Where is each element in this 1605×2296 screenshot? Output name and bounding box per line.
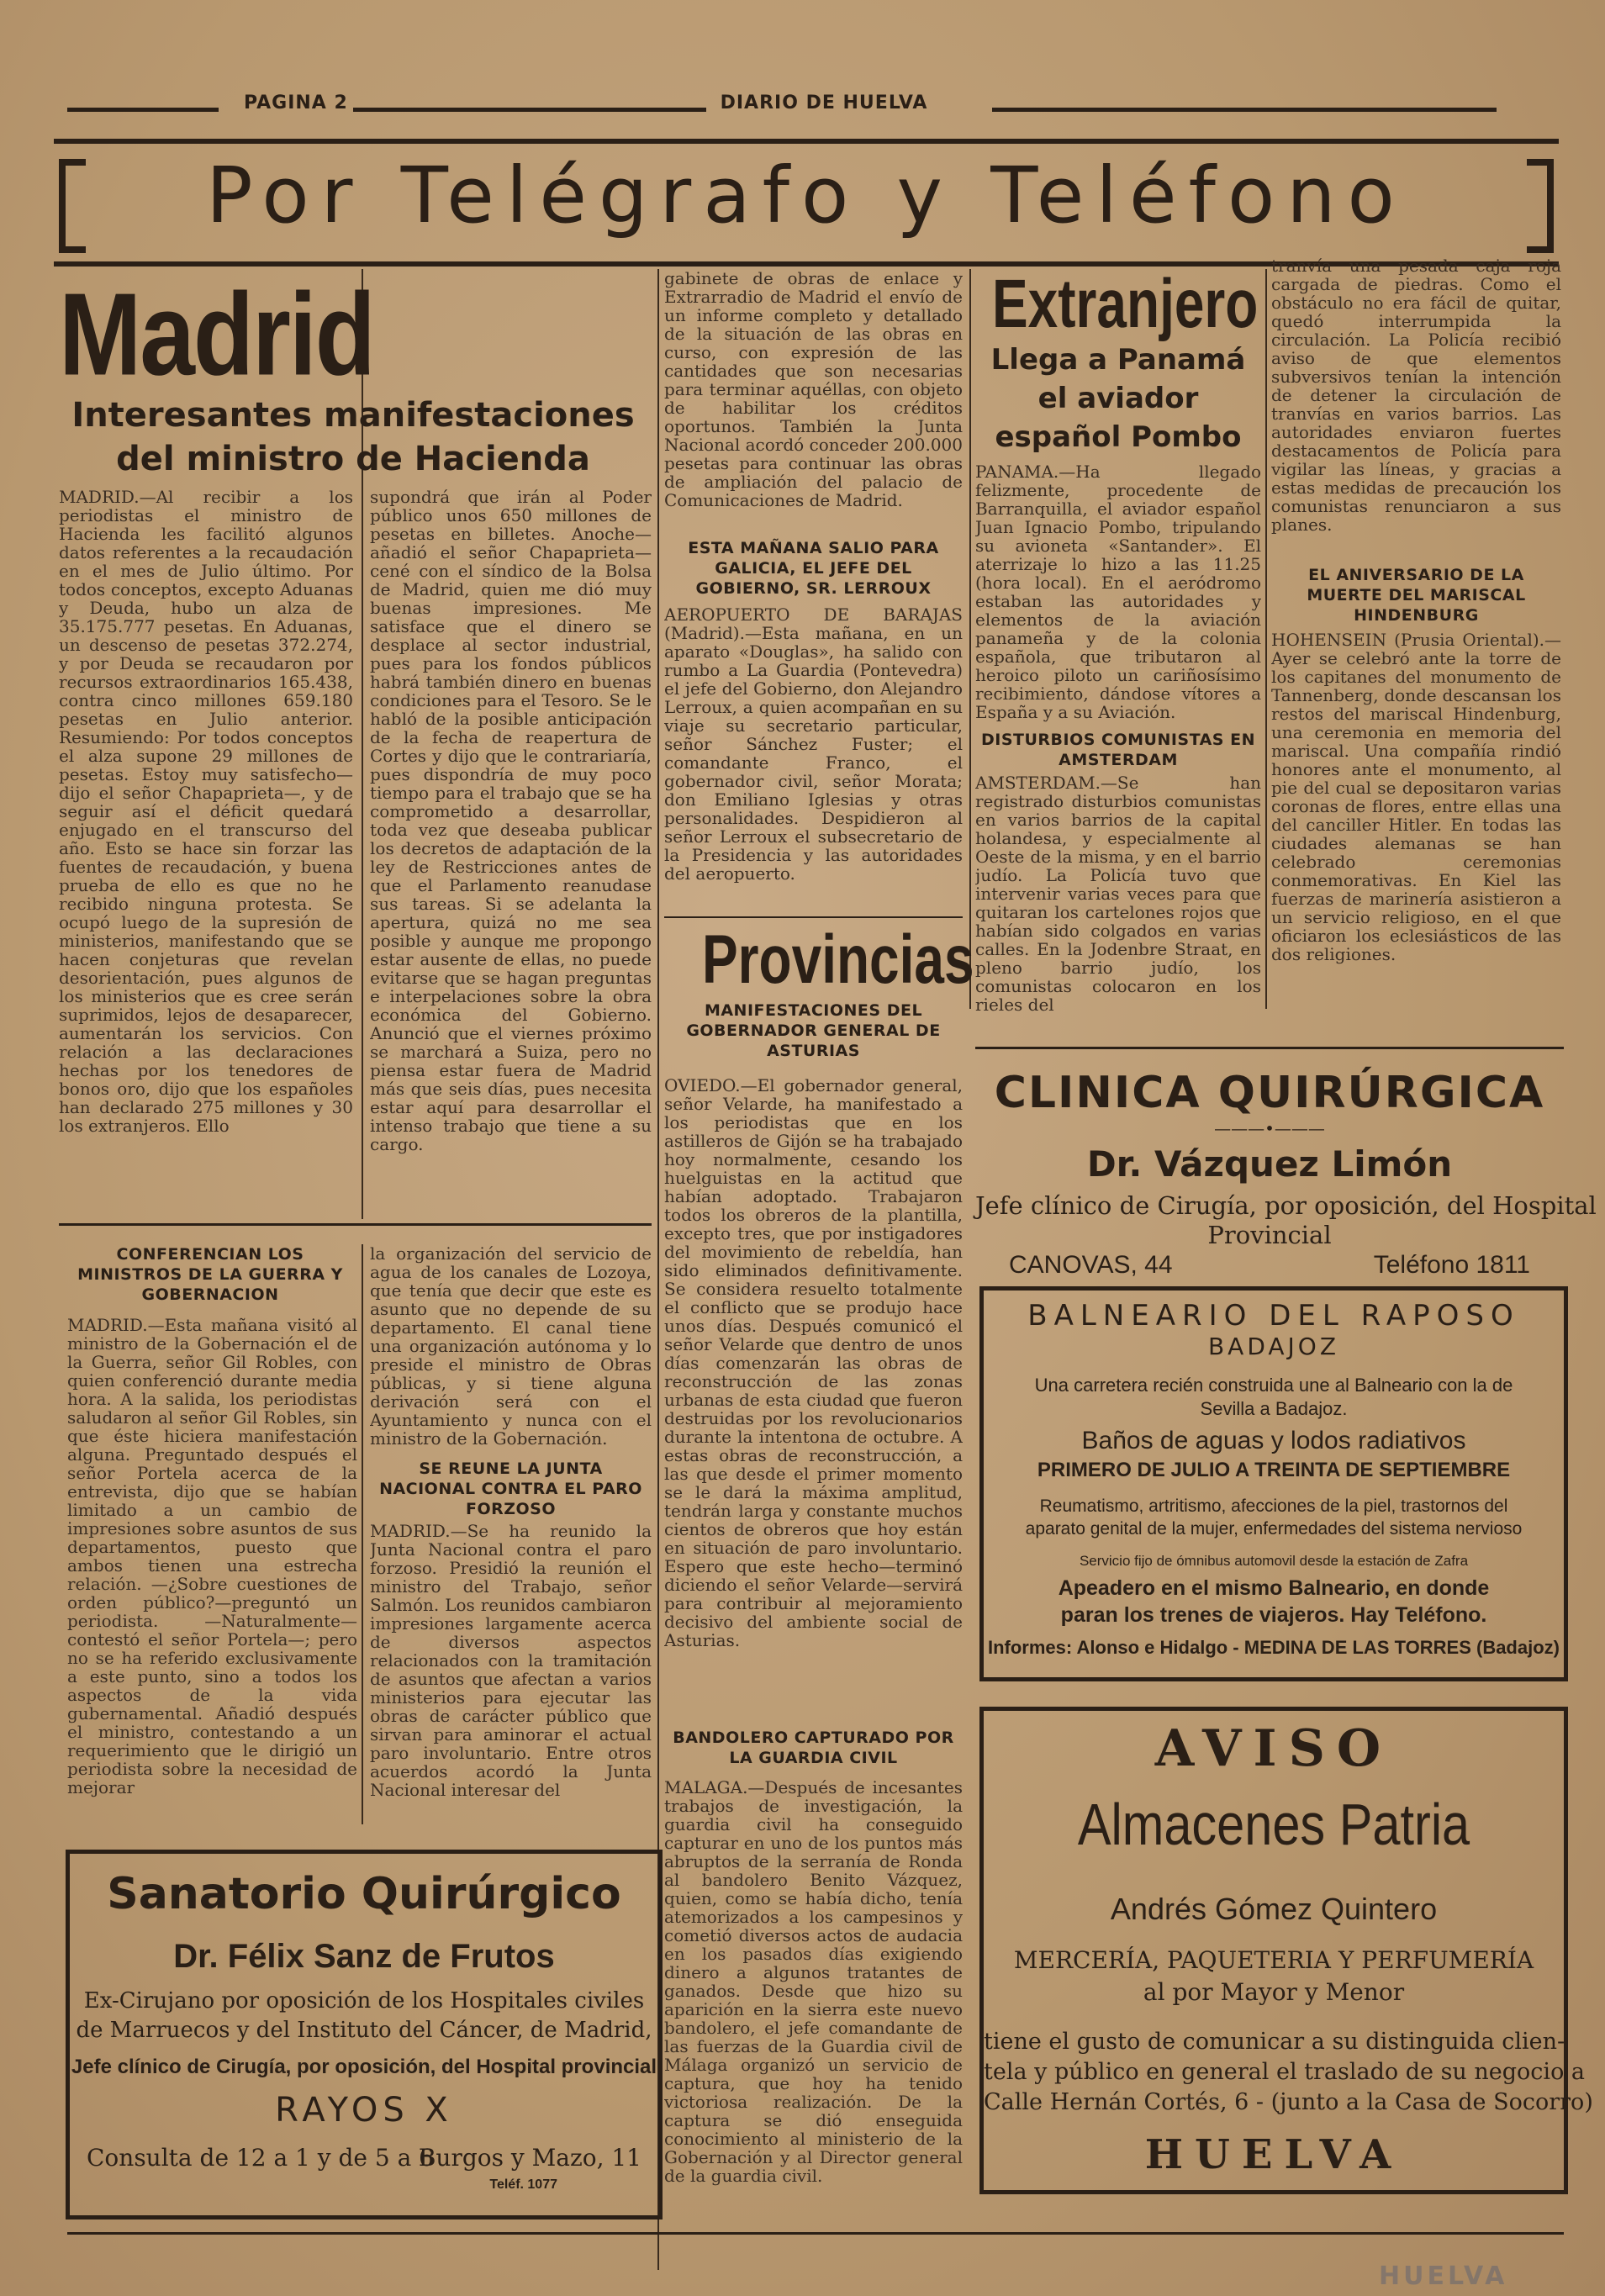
panama-body: PANAMA.—Ha llegado felizmente, procedente de Barranquilla, el aviador español Juan Ignacio Pombo, tripulando su avioneta «Santander». El aterrizaje lo hizo a las 11.25 (hora local). En el aeródromo estaban las autoridades y elementos de la aviación panameña y de la colonia española, que tributaron al heroico piloto un cariñosísimo recibimiento, dándose vítores a España y a su Aviación. (975, 462, 1261, 722)
clinica-phone: Teléfono 1811 (1373, 1251, 1530, 1279)
column-rule (969, 269, 971, 1009)
bandolero-headline: BANDOLERO CAPTURADO POR LA GUARDIA CIVIL (673, 1729, 954, 1767)
madrid-title: Madrid (59, 269, 374, 401)
banner-title: Por Telégrafo y Teléfono (206, 150, 1407, 240)
masthead (67, 92, 1497, 126)
balneario-line-5: Reumatismo, artritismo, afecciones de la piel, trastornos del (1039, 1496, 1508, 1516)
ad-clinica (975, 1055, 1597, 1282)
balneario-line-10: Informes: Alonso e Hidalgo - MEDINA DE LAS TORRES (Badajoz) (987, 1637, 1560, 1658)
balneario-city: BADAJOZ (1207, 1333, 1340, 1360)
conferencian-body-right: la organización del servicio de agua de los canales de Lozoya, que tenía que decir que este es asunto que no depende de su departamento. El canal tiene una organización autónoma y lo preside el ministro de Obras públicas, y si tiene alguna derivación será con el Ayuntamiento y nunca con el ministro de la Gobernación. (370, 1244, 652, 1449)
sanatorio-phone: Teléf. 1077 (489, 2177, 557, 2192)
aviso-line-1: MERCERÍA, PAQUETERIA Y PERFUMERÍA (1013, 1946, 1534, 1974)
ornament: ———•——— (1214, 1118, 1325, 1138)
lerroux-headline: ESTA MAÑANA SALIO PARA GALICIA, EL JEFE DEL GOBIERNO, SR. LERROUX (688, 539, 939, 598)
provincias-title: Provincias (702, 921, 974, 998)
divider (59, 1223, 652, 1226)
aviso-line-5: Calle Hernán Cortés, 6 - (junto a la Casa de Socorro) (984, 2089, 1593, 2115)
madrid-body-right: supondrá que irán al Poder público unos 650 millones de pesetas en billetes. Anoche—añadió el señor Chapaprieta—cené con el síndico de la Bolsa de Madrid, quien me dió muy buenas impresiones. Me satisface que el dinero se desplace al sector industrial, pues para los fondos públicos habrá también dinero en buenas condiciones para el Tesoro. Se le habló de la posible anticipación de la fecha de reapertura de Cortes y dijo que le contrariaría, pues dispondría de muy poco tiempo para el trabajo que se ha comprometido a desarrollar, toda vez que deseaba publicar los decretos de adaptación de la ley de Restricciones antes de que el Parlamento reanudase sus tareas. Si se adelanta la apertura, quizá no me sea posible y aunque me propongo estar ausente de ellas, no puede evitarse que se hagan preguntas e interpelaciones sobre la obra económica del Gobierno. Anunció que el viernes próximo se marchará a Suiza, pero no piensa estar fuera de Madrid más que seis días, pues necesita estar aquí para desarrollar el intenso trabajo que tiene a su cargo. (370, 488, 652, 1154)
sanatorio-line-3: Jefe clínico de Cirugía, por oposición, del Hospital provincial (71, 2056, 657, 2078)
balneario-line-2: Sevilla a Badajoz. (1200, 1398, 1348, 1419)
disturbios-headline: DISTURBIOS COMUNISTAS EN AMSTERDAM (980, 731, 1255, 769)
divider (975, 1047, 1564, 1049)
clinica-desc-2: Provincial (1207, 1221, 1332, 1249)
aviso-line-4: tela y público en general el traslado de su negocio a (984, 2059, 1585, 2085)
tranvia-body: tranvía una pesada caja roja cargada de piedras. Como el obstáculo no era fácil de quitar, quedó interrumpida la circulación. La Policía recibió aviso de que elementos subversivos tenían la intención de detener la circulación de tranvías en varios barrios. Las autoridades enviaron fuertes destacamentos de Policía para vigilar las líneas, y gracias a estas medidas de precaución los comunistas renunciaron a sus planes. (1271, 256, 1561, 535)
clinica-address: CANOVAS, 44 (1009, 1251, 1173, 1279)
balneario-line-4: PRIMERO DE JULIO A TREINTA DE SEPTIEMBRE (1037, 1459, 1511, 1481)
madrid-headline: Interesantes manifestaciones del ministro de Hacienda (71, 396, 635, 478)
clinica-doctor: Dr. Vázquez Limón (1086, 1143, 1453, 1185)
balneario-title: BALNEARIO DEL RAPOSO (1027, 1299, 1520, 1333)
section-banner (54, 139, 1559, 267)
ad-sanatorio (66, 1850, 663, 2219)
balneario-line-8: Apeadero en el mismo Balneario, en donde (1058, 1576, 1490, 1600)
conferencian-headline: CONFERENCIAN LOS MINISTROS DE LA GUERRA Y GOBERNACION (77, 1245, 343, 1304)
balneario-line-6: aparato genital de la mujer, enfermedades del sistema nervioso (1025, 1519, 1523, 1539)
sanatorio-line-2: de Marruecos y del Instituto del Cáncer, de Madrid, (76, 2018, 652, 2043)
balneario-line-9: paran los trenes de viajeros. Hay Teléfono. (1060, 1603, 1487, 1627)
bottom-rule (67, 2232, 1564, 2235)
junta-body: MADRID.—Se ha reunido la Junta Nacional contra el paro forzoso. Presidió la reunión el ministro del Trabajo, señor Salmón. Los reunidos cambiaron impresiones largamente acerca de diversos aspectos relacionados con la tramitación de asuntos que afectan a varios ministerios para ejecutar las obras de carácter público que sirvan para aminorar el actual paro involuntario. Entre otros acuerdos acordó la Junta Nacional interesar del (370, 1522, 652, 1800)
aviso-title: AVISO (1154, 1719, 1393, 1778)
archive-watermark: HUELVA (1379, 2262, 1508, 2291)
asturias-body: OVIEDO.—El gobernador general, señor Velarde, ha manifestado a los periodistas que en los astilleros de Gijón se ha trabajado hoy normalmente, cesando los huelguistas en la actitud que habían adoptado. Trabajaron todos los obreros de la plantilla, excepto tres, que por instigadores del movimiento de rebeldía, han sido eliminados definitivamente. Se considera resuelto totalmente el conflicto que se produjo hace unos días. Después comunicó el señor Velarde que dentro de unos días comenzarán las obras de reconstrucción de las zonas urbanas de esta ciudad que fueron destruidas por los revolucionarios durante la intentona de octubre. A estas obras de reconstrucción, a las que desde el primer momento se le dará la máxima amplitud, tendrán larga y constante muchos cientos de obreros que hoy están en situación de paro involuntario. Espero que este hecho—terminó diciendo el señor Velarde—servirá para contribuir al mejoramiento decisivo del ambiente social de Asturias. (664, 1076, 963, 1650)
banner-bracket-right (1527, 159, 1554, 253)
sanatorio-consulta: Consulta de 12 a 1 y de 5 a 6 (87, 2144, 434, 2172)
paper-name: DIARIO DE HUELVA (720, 92, 928, 113)
hindenburg-body: HOHENSEIN (Prusia Oriental).—Ayer se celebró ante la torre de los capitanes del monumento de Tannenberg, donde descansan los restos del mariscal Hindenburg, una ceremonia en memoria del mariscal. Una compañía rindió honores ante el monumento, al pie del cual se depositaron varias coronas de flores, entre ellas una del canciller Hitler. En todas las ciudades alemanas se han celebrado ceremonias conmemorativas. En Kiel las fuerzas de marinería asistieron a un servicio religioso, en el que oficiaron los eclesiásticos de las dos religiones. (1271, 631, 1561, 964)
bandolero-body: MALAGA.—Después de incesantes trabajos de investigación, la guardia civil ha conseguido capturar en uno de los puntos más abruptos de la serranía de Ronda al bandolero Benito Vázquez, quien, como se había dicho, tenía atemorizados a los campesinos y cometió diversos actos de audacia en los pasados días exigiendo dinero a algunos tratantes de ganados. Desde que hizo su aparición en la sierra este nuevo bandolero, el jefe comandante de las fuerzas de la Guardia civil de Málaga organizó un servicio de captura, que hoy ha tenido victoriosa realización. De la captura se dió enseguida conocimiento al ministerio de la Gobernación y al Director general de la guardia civil. (664, 1778, 963, 2186)
aviso-city: HUELVA (1144, 2131, 1403, 2178)
balneario-line-7: Servicio fijo de ómnibus automovil desde la estación de Zafra (1079, 1553, 1469, 1569)
disturbios-body: AMSTERDAM.—Se han registrado disturbios comunistas en varios barrios de la capital holandesa, y especialmente al Oeste de la misma, y en el barrio judío. La Policía tuvo que intervenir varias veces para que quitaran los cartelones rojos que habían sido colgados en varias calles. En la Jodenbre Straat, en pleno barrio judío, los comunistas colocaron en los rieles del (975, 773, 1261, 1015)
page-label: PAGINA 2 (244, 92, 348, 113)
extranjero-title: Extranjero (992, 266, 1259, 342)
column-rule (362, 1244, 363, 1824)
asturias-headline: MANIFESTACIONES DEL GOBERNADOR GENERAL DE ASTURIAS (686, 1001, 941, 1060)
aviso-line-3: tiene el gusto de comunicar a su distinguida clien- (984, 2029, 1565, 2055)
balneario-line-1: Una carretera recién construida une al Balneario con la de (1034, 1375, 1513, 1396)
balneario-line-3: Baños de aguas y lodos radiativos (1081, 1427, 1466, 1454)
sanatorio-line-1: Ex-Cirujano por oposición de los Hospitales civiles (83, 1988, 645, 2014)
sanatorio-address: Burgos y Mazo, 11 (418, 2144, 641, 2172)
conferencian-body-left: MADRID.—Esta mañana visitó al ministro de la Gobernación el de la Guerra, señor Gil Robles, con quien conferenció durante media hora. A la salida, los periodistas saludaron al señor Gil Robles, sin que éste hiciera manifestación alguna. Preguntado después el señor Portela acerca de la entrevista, dijo que se habían limitado a un cambio de impresiones sobre asuntos de sus departamentos, puesto que ambos tienen una estrecha relación. —¿Sobre cuestiones de orden público?—preguntó un periodista. —Naturalmente—contestó el señor Portela—; pero no se ha referido exclusivamente a este punto, sino a todos los aspectos de la vida gubernamental. Añadió después el ministro, contestando a un requerimiento que le dirigió un periodista sobre la necesidad de mejorar (67, 1316, 357, 1797)
madrid-body-left: MADRID.—Al recibir a los periodistas el ministro de Hacienda les facilitó algunos datos referentes a la recaudación en el mes de Julio último. Por todos conceptos, excepto Aduanas y Deuda, hubo un alza de 35.175.777 pesetas. En Aduanas, un descenso de pesetas 372.274, y por Deuda se recaudaron por recursos extraordinarios 165.438, contra cinco millones 659.180 pesetas en Julio anterior. Resumiendo: Por todos conceptos el alza supone 29 millones de pesetas. Estoy muy satisfecho—dijo el señor Chapaprieta—, y de seguir así el déficit quedará enjugado en el transcurso del año. Esto se hace sin forzar las fuentes de recaudación, y buena prueba de ello es que no he recibido ninguna protesta. Se ocupó luego de la supresión de ministerios, manifestando que se hacen conjeturas que revelan desorientación, pues algunos de los ministerios que es cree serán suprimidos, lejos de desaparecer, aumentarán los servicios. Con relación a las declaraciones hechas por los tenedores de bonos oro, dijo que los españoles han declarado 275 millones y 30 los extranjeros. Ello (59, 488, 353, 1136)
panama-headline: Llega a Panamá el aviador español Pombo (990, 343, 1246, 454)
ad-balneario (979, 1286, 1568, 1681)
column-rule (1265, 269, 1267, 1009)
clinica-desc-1: Jefe clínico de Cirugía, por oposición, del Hospital (975, 1191, 1597, 1220)
clinica-title: CLINICA QUIRÚRGICA (994, 1068, 1545, 1118)
aviso-store: Almacenes Patria (1077, 1792, 1470, 1857)
divider (664, 916, 963, 918)
sanatorio-rayos: RAYOS X (275, 2091, 453, 2130)
obras-body: gabinete de obras de enlace y Extrarradio de Madrid el envío de un informe completo y detallado de la situación de las obras en curso, con expresión de las cantidades que son necesarias para terminar aquéllas, con objeto de habilitar los créditos oportunos. También la Junta Nacional acordó conceder 200.000 pesetas para continuar las obras de ampliación del palacio de Comunicaciones de Madrid. (664, 269, 963, 510)
aviso-owner: Andrés Gómez Quintero (1110, 1892, 1438, 1926)
hindenburg-headline: EL ANIVERSARIO DE LA MUERTE DEL MARISCAL HINDENBURG (1307, 566, 1526, 625)
junta-headline: SE REUNE LA JUNTA NACIONAL CONTRA EL PARO FORZOSO (379, 1459, 642, 1518)
ad-aviso (979, 1707, 1593, 2194)
lerroux-body: AEROPUERTO DE BARAJAS (Madrid).—Esta mañana, en un aparato «Douglas», ha salido con rumbo a La Guardia (Pontevedra) el jefe del Gobierno, don Alejandro Lerroux, a quien acompañan en su viaje su secretario particular, señor Sánchez Fuster; el comandante Franco, el gobernador civil, señor Morata; don Emiliano Iglesias y otras personalidades. Despidieron al señor Lerroux el subsecretario de la Presidencia y las autoridades del aeropuerto. (664, 605, 963, 884)
sanatorio-title: Sanatorio Quirúrgico (107, 1869, 621, 1919)
aviso-line-2: al por Mayor y Menor (1143, 1978, 1405, 2006)
sanatorio-doctor: Dr. Félix Sanz de Frutos (173, 1938, 555, 1975)
